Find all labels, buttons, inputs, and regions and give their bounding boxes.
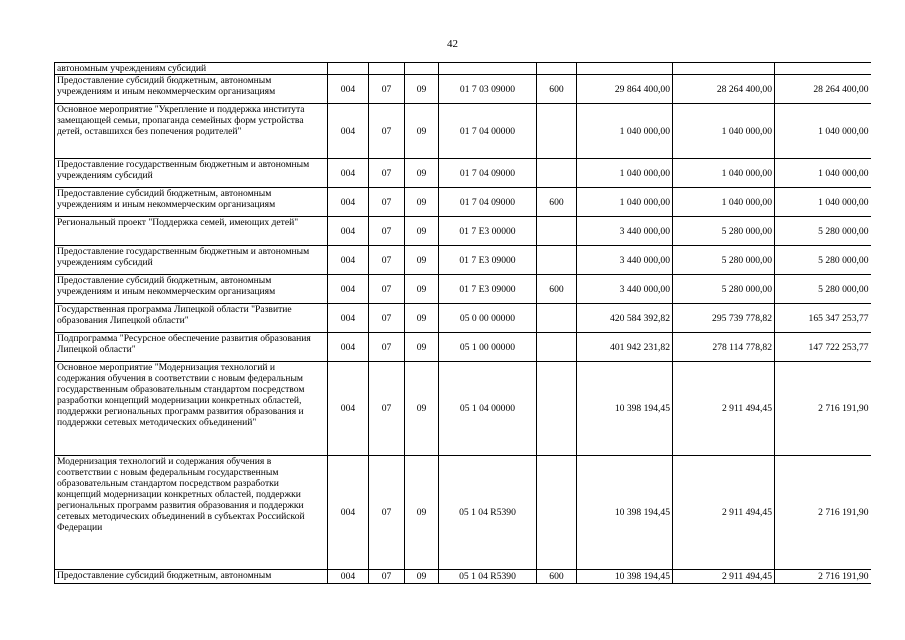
expense-type-code: 600 [537,188,577,217]
amount-year-2: 1 040 000,00 [673,188,775,217]
ministry-code: 004 [328,246,369,275]
target-article-code: 01 7 Е3 09000 [439,275,537,304]
row-name: Предоставление субсидий бюджетным, автономным учреждениям и иным некоммерческим организациям [55,188,328,217]
section-code: 07 [369,246,405,275]
amount-year-1: 10 398 194,45 [577,570,673,584]
ministry-code: 004 [328,104,369,159]
expense-type-code [537,104,577,159]
row-name: Государственная программа Липецкой области "Развитие образования Липецкой области" [55,304,328,333]
subsection-code: 09 [405,333,439,362]
subsection-code: 09 [405,104,439,159]
table-row [55,333,871,362]
subsection-code: 09 [405,159,439,188]
amount-year-3: 5 280 000,00 [775,217,871,246]
amount-year-3: 1 040 000,00 [775,104,871,159]
ministry-code: 004 [328,456,369,570]
subsection-code: 09 [405,246,439,275]
amount-year-2 [673,63,775,75]
ministry-code: 004 [328,362,369,456]
amount-year-2: 1 040 000,00 [673,104,775,159]
expense-type-code [537,246,577,275]
ministry-code: 004 [328,333,369,362]
expense-type-code [537,333,577,362]
section-code: 07 [369,304,405,333]
target-article-code: 01 7 Е3 09000 [439,246,537,275]
amount-year-1: 3 440 000,00 [577,275,673,304]
ministry-code [328,63,369,75]
target-article-code: 05 1 04 R5390 [439,570,537,584]
target-article-code: 05 1 04 00000 [439,362,537,456]
table-row [55,246,871,275]
expense-type-code: 600 [537,570,577,584]
ministry-code: 004 [328,217,369,246]
ministry-code: 004 [328,304,369,333]
ministry-code: 004 [328,188,369,217]
target-article-code: 01 7 04 00000 [439,104,537,159]
amount-year-1: 1 040 000,00 [577,159,673,188]
amount-year-1 [577,63,673,75]
section-code: 07 [369,188,405,217]
expense-type-code [537,304,577,333]
subsection-code: 09 [405,217,439,246]
page-number: 42 [447,38,458,50]
expense-type-code [537,456,577,570]
section-code: 07 [369,456,405,570]
table-row [55,188,871,217]
target-article-code [439,63,537,75]
section-code: 07 [369,104,405,159]
section-code: 07 [369,75,405,104]
subsection-code [405,63,439,75]
amount-year-1: 1 040 000,00 [577,104,673,159]
amount-year-3: 2 716 191,90 [775,456,871,570]
subsection-code: 09 [405,304,439,333]
amount-year-1: 10 398 194,45 [577,456,673,570]
row-name: Предоставление субсидий бюджетным, автономным учреждениям и иным некоммерческим организациям [55,275,328,304]
subsection-code: 09 [405,75,439,104]
amount-year-1: 1 040 000,00 [577,188,673,217]
section-code [369,63,405,75]
amount-year-3 [775,63,871,75]
amount-year-3: 5 280 000,00 [775,246,871,275]
table-row [55,456,871,570]
row-name: Предоставление государственным бюджетным и автономным учреждениям субсидий [55,246,328,275]
subsection-code: 09 [405,362,439,456]
subsection-code: 09 [405,570,439,584]
table-body [55,63,871,584]
ministry-code: 004 [328,159,369,188]
amount-year-1: 3 440 000,00 [577,217,673,246]
section-code: 07 [369,333,405,362]
row-name: Региональный проект "Поддержка семей, имеющих детей" [55,217,328,246]
ministry-code: 004 [328,75,369,104]
amount-year-3: 2 716 191,90 [775,570,871,584]
subsection-code: 09 [405,188,439,217]
target-article-code: 01 7 Е3 00000 [439,217,537,246]
target-article-code: 01 7 03 09000 [439,75,537,104]
amount-year-2: 2 911 494,45 [673,456,775,570]
amount-year-3: 165 347 253,77 [775,304,871,333]
amount-year-1: 420 584 392,82 [577,304,673,333]
amount-year-1: 3 440 000,00 [577,246,673,275]
amount-year-3: 1 040 000,00 [775,188,871,217]
section-code: 07 [369,362,405,456]
row-name: Предоставление субсидий бюджетным, автономным учреждениям и иным некоммерческим организациям [55,75,328,104]
amount-year-3: 2 716 191,90 [775,362,871,456]
amount-year-2: 278 114 778,82 [673,333,775,362]
amount-year-2: 5 280 000,00 [673,217,775,246]
table-row [55,275,871,304]
amount-year-1: 29 864 400,00 [577,75,673,104]
expense-type-code: 600 [537,75,577,104]
row-name: Модернизация технологий и содержания обучения в соответствии с новым федеральным государственным образовательным стандартом посредством разработки концепций модернизации конкретных областей, поддержки региональных программ развития образования и поддержки сетевых методических объединений в субъектах Российской Федерации [55,456,328,570]
amount-year-2: 295 739 778,82 [673,304,775,333]
amount-year-3: 147 722 253,77 [775,333,871,362]
amount-year-3: 1 040 000,00 [775,159,871,188]
subsection-code: 09 [405,275,439,304]
expense-type-code: 600 [537,275,577,304]
amount-year-1: 10 398 194,45 [577,362,673,456]
target-article-code: 05 0 00 00000 [439,304,537,333]
section-code: 07 [369,570,405,584]
row-name: Основное мероприятие "Модернизация технологий и содержания обучения в соответствии с новым федеральным государственным образовательным стандартом посредством разработки концепций модернизации конкретных областей, поддержки региональных программ развития образования и поддержки сетевых методических объединений" [55,362,328,456]
row-name: Предоставление государственным бюджетным и автономным учреждениям субсидий [55,159,328,188]
section-code: 07 [369,275,405,304]
table-row [55,304,871,333]
row-name: Подпрограмма "Ресурсное обеспечение развития образования Липецкой области" [55,333,328,362]
row-name: автономным учреждениям субсидий [55,63,328,75]
amount-year-2: 2 911 494,45 [673,362,775,456]
table-row [55,362,871,456]
ministry-code: 004 [328,275,369,304]
table-row [55,75,871,104]
expense-type-code [537,159,577,188]
amount-year-1: 401 942 231,82 [577,333,673,362]
expense-type-code [537,217,577,246]
ministry-code: 004 [328,570,369,584]
subsection-code: 09 [405,456,439,570]
target-article-code: 01 7 04 09000 [439,188,537,217]
table-row [55,570,871,584]
table-row [55,63,871,75]
amount-year-3: 5 280 000,00 [775,275,871,304]
expense-type-code [537,362,577,456]
amount-year-3: 28 264 400,00 [775,75,871,104]
table-row [55,104,871,159]
table-row [55,217,871,246]
row-name: Основное мероприятие "Укрепление и поддержка института замещающей семьи, пропаганда семейных форм устройства детей, оставшихся без попечения родителей" [55,104,328,159]
section-code: 07 [369,217,405,246]
budget-table [54,62,871,584]
amount-year-2: 5 280 000,00 [673,246,775,275]
target-article-code: 05 1 04 R5390 [439,456,537,570]
amount-year-2: 2 911 494,45 [673,570,775,584]
amount-year-2: 28 264 400,00 [673,75,775,104]
expense-type-code [537,63,577,75]
target-article-code: 01 7 04 09000 [439,159,537,188]
amount-year-2: 5 280 000,00 [673,275,775,304]
section-code: 07 [369,159,405,188]
row-name: Предоставление субсидий бюджетным, автономным [55,570,328,584]
table-row [55,159,871,188]
amount-year-2: 1 040 000,00 [673,159,775,188]
target-article-code: 05 1 00 00000 [439,333,537,362]
